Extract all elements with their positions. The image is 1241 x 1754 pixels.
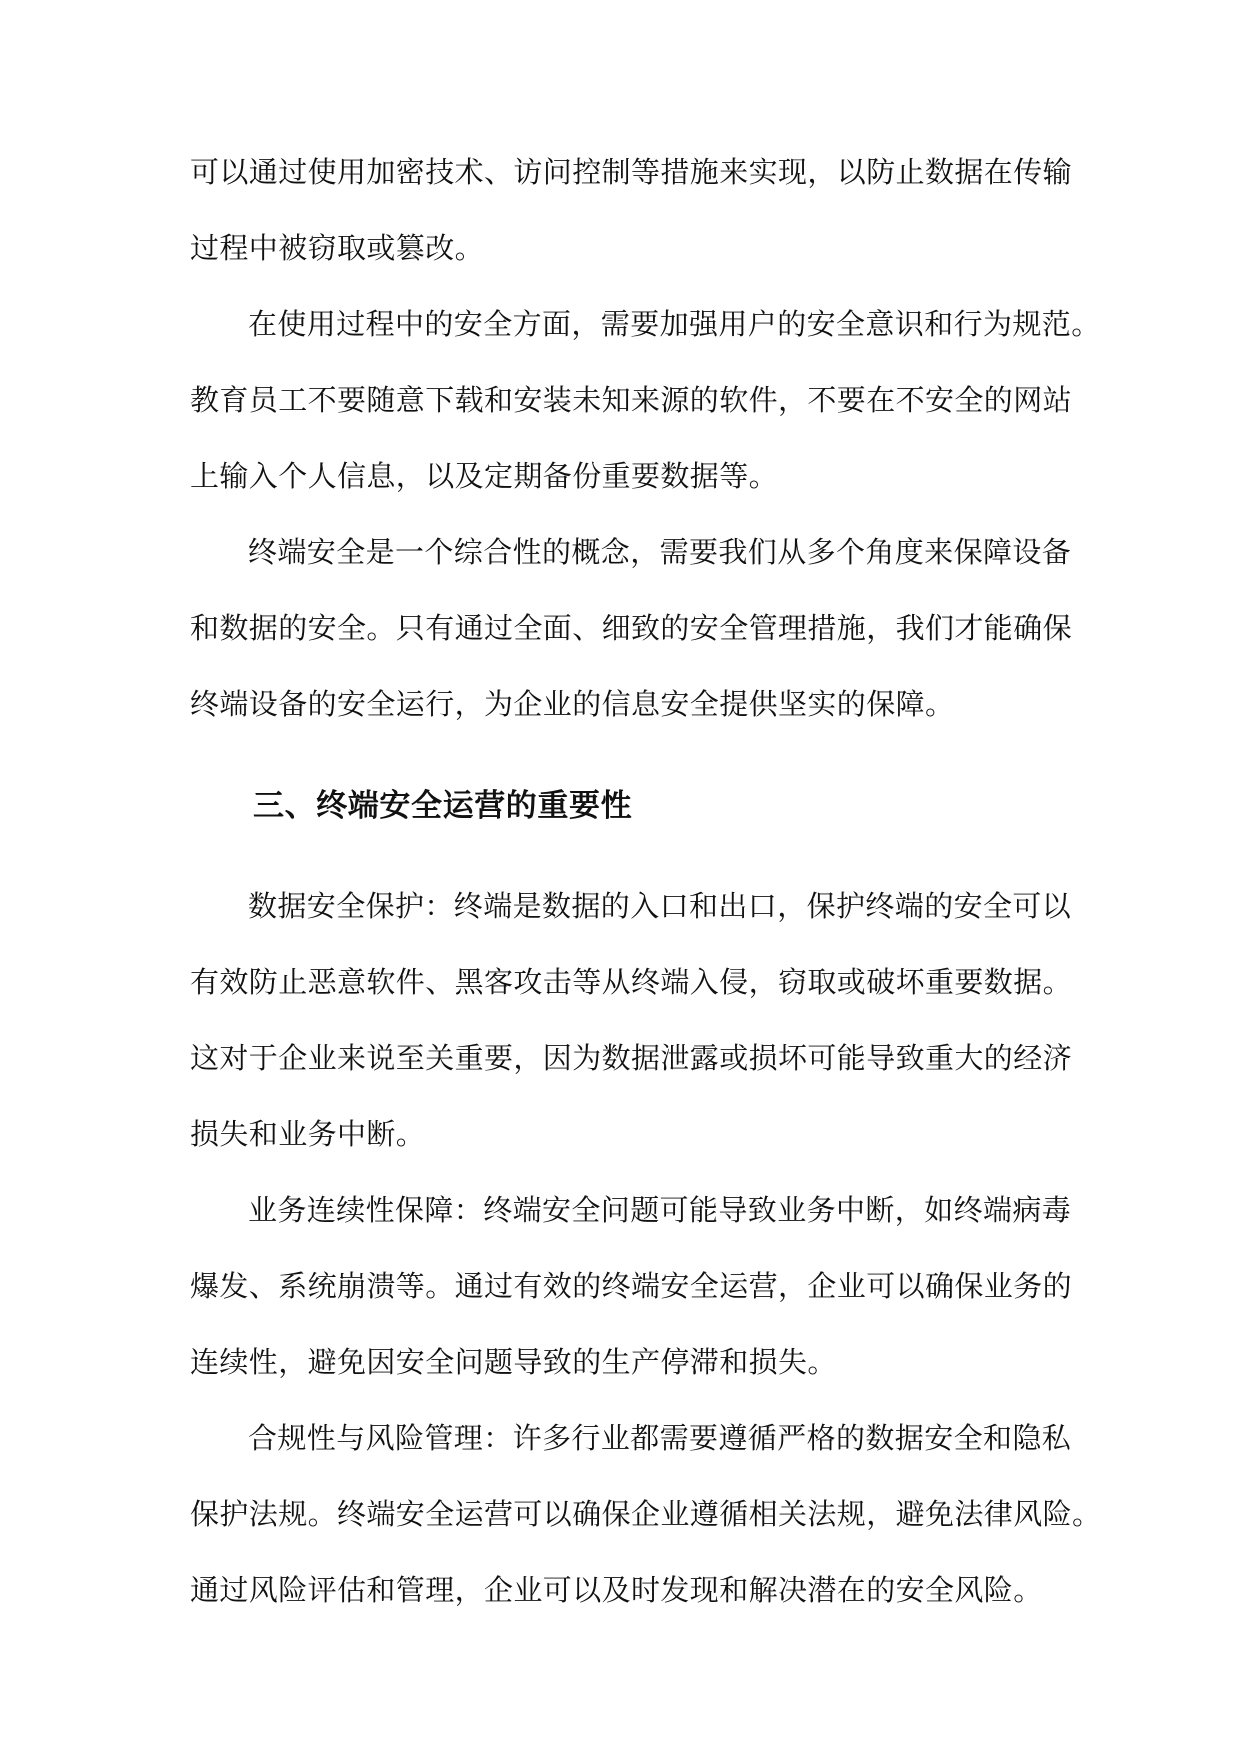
paragraph-line: 有效防止恶意软件、黑客攻击等从终端入侵，窃取或破坏重要数据。: [190, 965, 1073, 999]
paragraph-line: 教育员工不要随意下载和安装未知来源的软件，不要在不安全的网站: [190, 383, 1073, 417]
section-heading: 三、终端安全运营的重要性: [253, 788, 633, 824]
paragraph-line: 损失和业务中断。: [190, 1117, 426, 1151]
paragraph-line: 在使用过程中的安全方面，需要加强用户的安全意识和行为规范。: [248, 307, 1101, 341]
paragraph-line: 终端设备的安全运行，为企业的信息安全提供坚实的保障。: [190, 687, 955, 721]
paragraph-line: 终端安全是一个综合性的概念，需要我们从多个角度来保障设备: [248, 535, 1072, 569]
paragraph-line: 通过风险评估和管理，企业可以及时发现和解决潜在的安全风险。: [190, 1573, 1043, 1607]
paragraph-line: 保护法规。终端安全运营可以确保企业遵循相关法规，避免法律风险。: [190, 1497, 1102, 1531]
paragraph-line: 这对于企业来说至关重要，因为数据泄露或损坏可能导致重大的经济: [190, 1041, 1073, 1075]
paragraph-line: 合规性与风险管理：许多行业都需要遵循严格的数据安全和隐私: [248, 1421, 1072, 1455]
paragraph-line: 和数据的安全。只有通过全面、细致的安全管理措施，我们才能确保: [190, 611, 1073, 645]
paragraph-line: 业务连续性保障：终端安全问题可能导致业务中断，如终端病毒: [248, 1193, 1072, 1227]
paragraph-line: 过程中被窃取或篡改。: [190, 231, 485, 265]
paragraph-line: 上输入个人信息，以及定期备份重要数据等。: [190, 459, 779, 493]
paragraph-line: 爆发、系统崩溃等。通过有效的终端安全运营，企业可以确保业务的: [190, 1269, 1073, 1303]
paragraph-line: 可以通过使用加密技术、访问控制等措施来实现，以防止数据在传输: [190, 155, 1073, 189]
paragraph-line: 连续性，避免因安全问题导致的生产停滞和损失。: [190, 1345, 837, 1379]
paragraph-line: 数据安全保护：终端是数据的入口和出口，保护终端的安全可以: [248, 889, 1072, 923]
